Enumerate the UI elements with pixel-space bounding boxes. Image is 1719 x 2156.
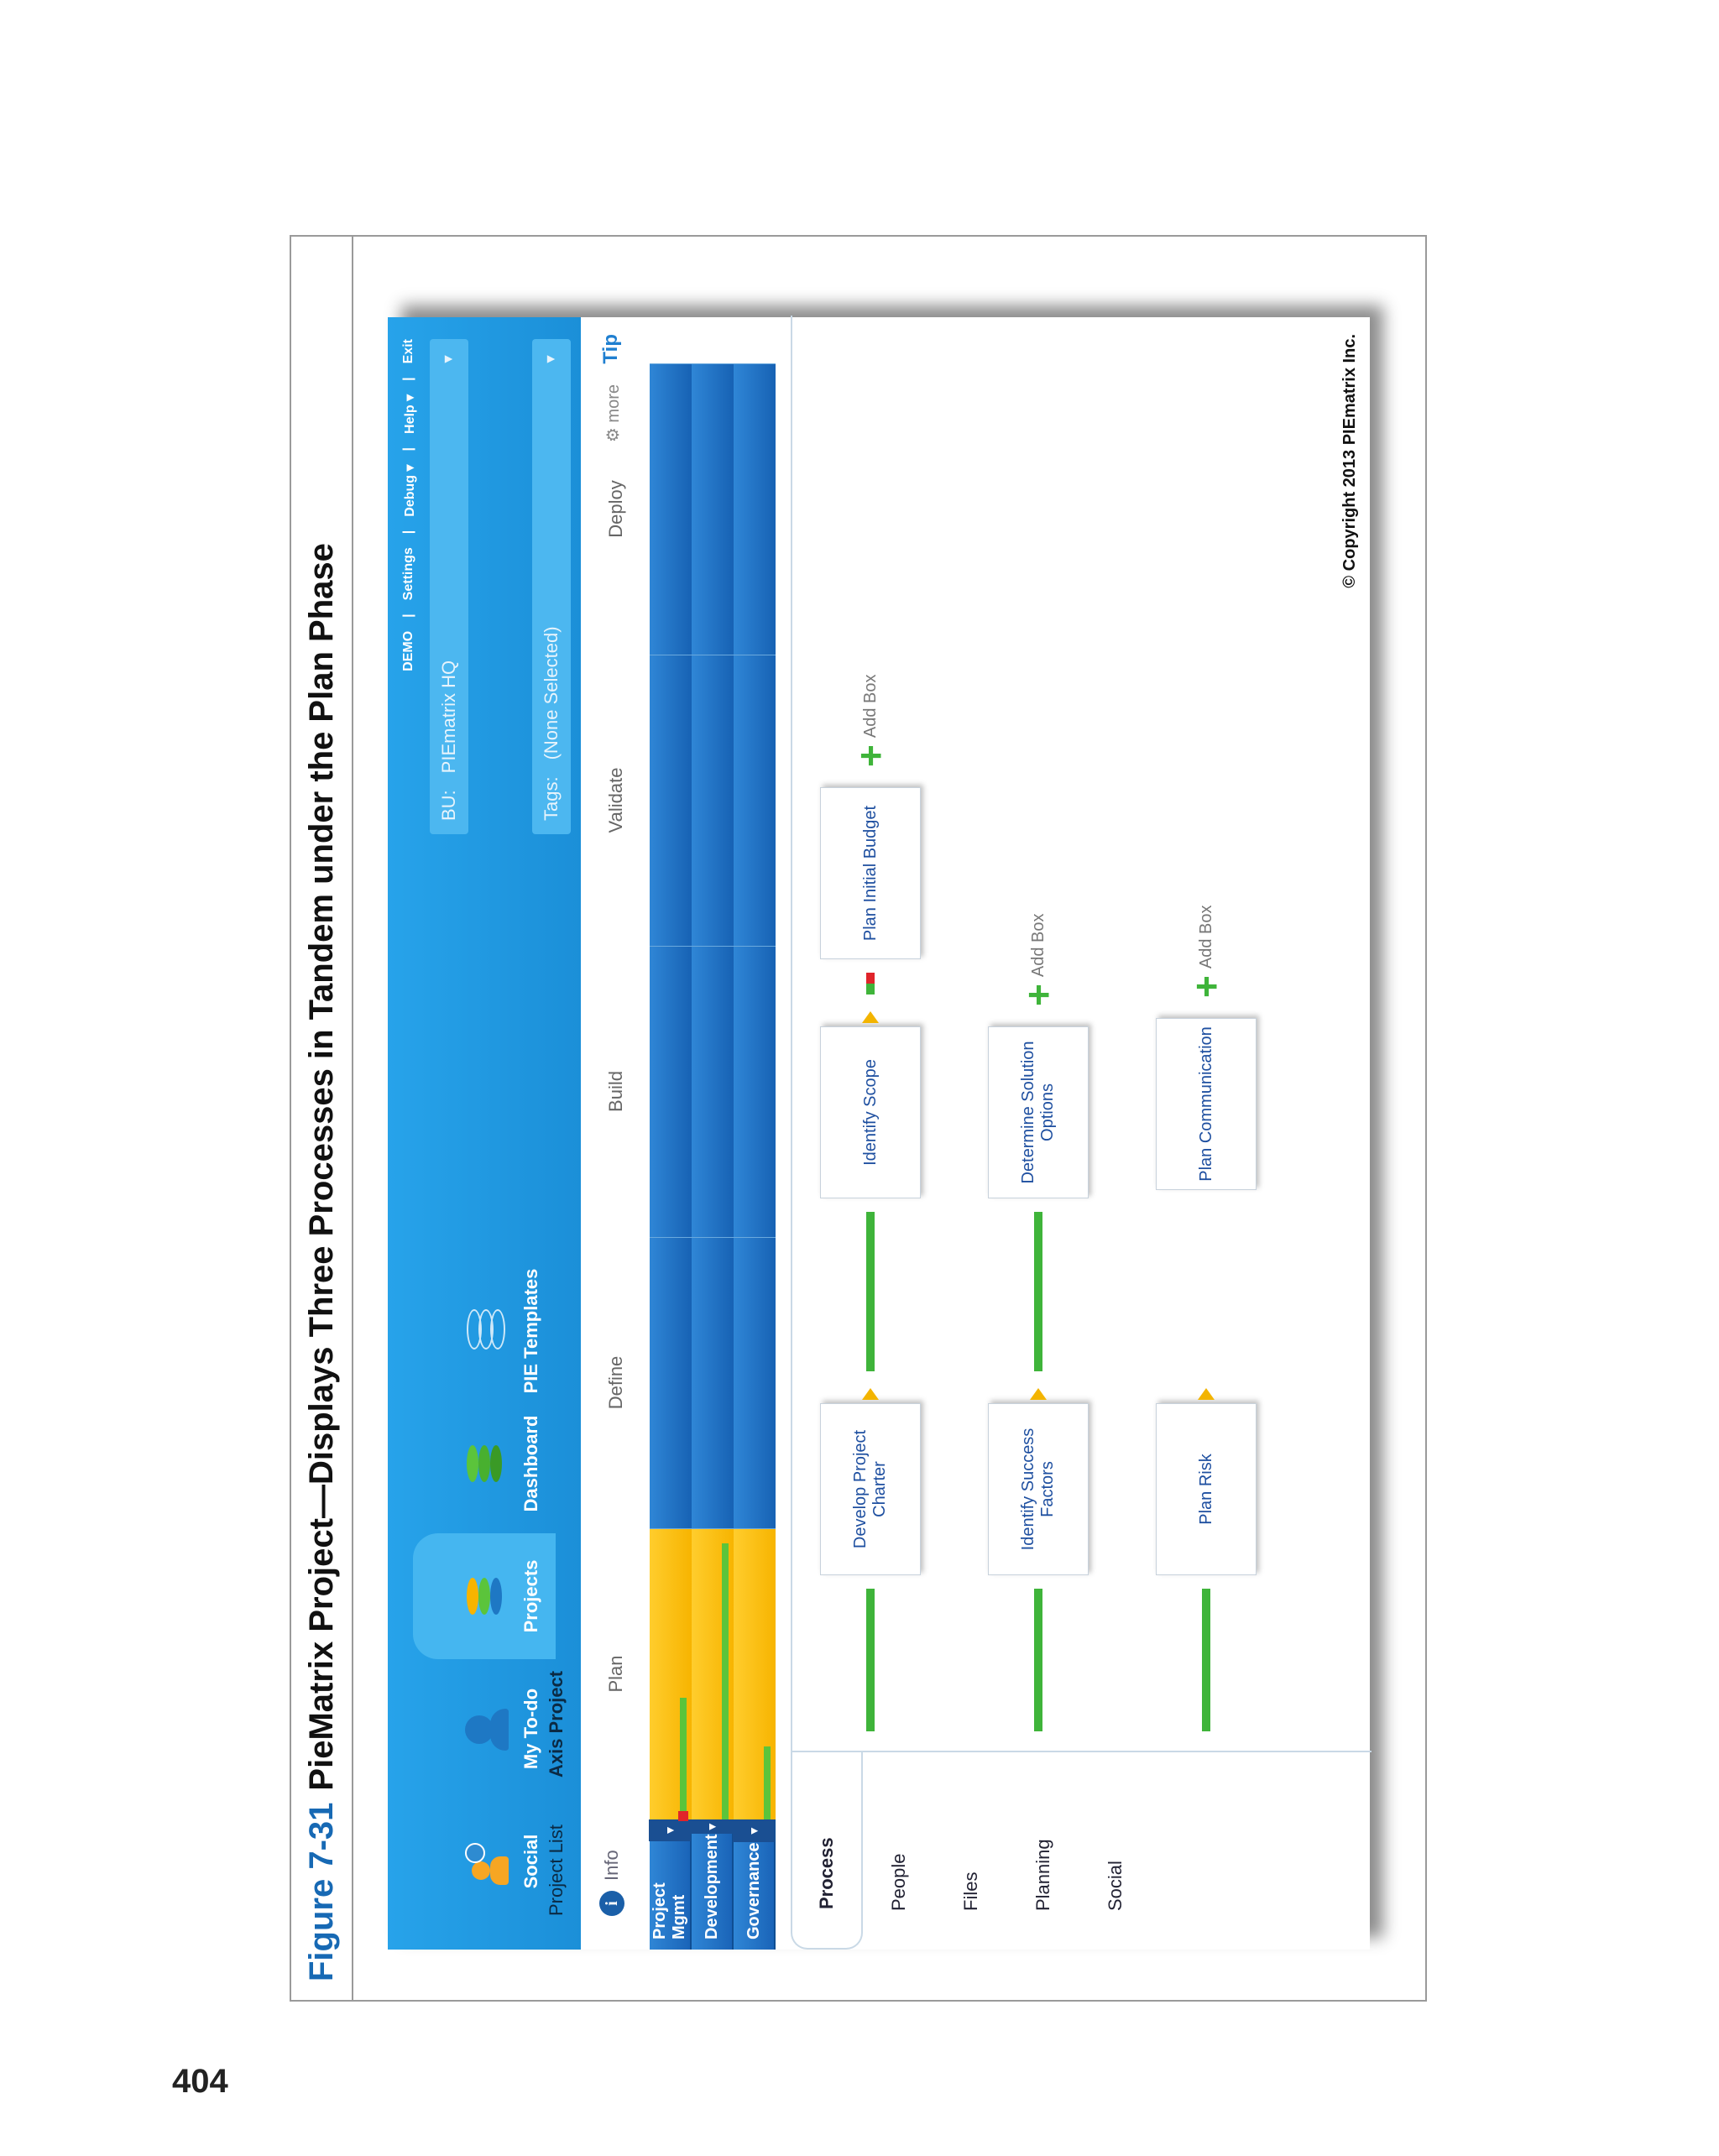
chevron-down-icon[interactable]: ▼ (649, 1819, 691, 1841)
row-progress-bar (1034, 1589, 1042, 1731)
box-identify-scope[interactable]: Identify Scope (820, 1026, 921, 1198)
info-button[interactable] (599, 1850, 624, 1916)
phase-define[interactable]: Define (605, 1355, 626, 1410)
page-number: 404 (172, 2063, 228, 2100)
nav-dashboard[interactable] (413, 1401, 556, 1527)
chevron-down-icon[interactable]: ▼ (691, 1819, 733, 1834)
phase-validate[interactable]: Validate (605, 767, 626, 833)
phase-lane-development (692, 363, 734, 1819)
box-progress-bar (866, 973, 875, 994)
arrow-connector-icon (1030, 1388, 1047, 1400)
phase-lane-project-mgmt (650, 363, 692, 1819)
row-progress-bar (866, 1589, 875, 1731)
arrow-connector-icon (1198, 1388, 1215, 1400)
lane-progress-bar (722, 1543, 729, 1819)
box-progress-bar (1034, 1212, 1042, 1371)
people-icon (460, 1836, 510, 1887)
phase-lane-governance (734, 363, 776, 1819)
plus-icon: + (849, 744, 892, 767)
green-stack-icon (460, 1438, 510, 1489)
add-box-label: Add Box (860, 674, 880, 739)
add-box-button[interactable] (1184, 905, 1228, 998)
outline-stack-icon (460, 1306, 510, 1356)
nav-label: My To-do (520, 1688, 541, 1770)
chevron-down-icon: ▼ (442, 352, 456, 366)
nav-label: Projects (520, 1559, 541, 1633)
chevron-down-icon[interactable]: ▼ (733, 1819, 775, 1842)
deploy-cell[interactable] (734, 363, 776, 655)
tab-social[interactable]: Social (1105, 1861, 1126, 1911)
add-box-label: Add Box (1196, 905, 1215, 969)
tip-link[interactable]: Tip (599, 334, 622, 364)
info-label: Info (601, 1850, 622, 1881)
caption-text: PieMatrix Project—Displays Three Processes in Tandem under the Plan Phase (302, 543, 340, 1791)
add-box-button[interactable] (1016, 913, 1060, 1006)
gear-icon: ⚙ (604, 427, 623, 443)
project-list-link[interactable]: Project List (546, 1825, 567, 1916)
nav-pie-templates[interactable] (413, 1268, 556, 1394)
box-plan-communication[interactable]: Plan Communication (1156, 1018, 1257, 1190)
demo-badge: DEMO (401, 630, 415, 671)
copyright: © Copyright 2013 PIEmatrix Inc. (1340, 334, 1359, 588)
figure (290, 235, 1427, 2002)
figure-panel (290, 235, 1427, 2002)
box-progress-bar (866, 1212, 875, 1371)
plan-cell[interactable] (734, 1528, 776, 1819)
box-identify-success-factors[interactable]: Identify Success Factors (988, 1403, 1089, 1575)
bu-label: BU: (438, 790, 459, 821)
box-determine-solution-options[interactable]: Determine Solution Options (988, 1026, 1089, 1198)
build-cell[interactable] (692, 946, 734, 1237)
deploy-cell[interactable] (650, 363, 692, 655)
tags-value: (None Selected) (541, 626, 562, 760)
define-cell[interactable] (692, 1237, 734, 1528)
box-plan-initial-budget[interactable]: Plan Initial Budget (820, 787, 921, 959)
swimlane-labels (650, 1819, 776, 1950)
process-row-development (975, 914, 1101, 1731)
tab-people[interactable]: People (888, 1853, 909, 1911)
lane-label: Development (702, 1834, 721, 1939)
caption-label: Figure 7-31 (302, 1802, 340, 1981)
tab-planning[interactable]: Planning (1032, 1839, 1053, 1911)
exit-link[interactable]: Exit (401, 339, 415, 364)
define-cell[interactable] (650, 1237, 692, 1528)
chevron-down-icon: ▼ (544, 352, 558, 366)
arrow-connector-icon (862, 1388, 879, 1400)
tab-files[interactable]: Files (960, 1871, 981, 1911)
debug-menu[interactable]: Debug ▾ (403, 464, 417, 517)
plan-cell[interactable] (692, 1528, 734, 1819)
plus-icon: + (1184, 975, 1228, 998)
bu-value: PIEmatrix HQ (438, 660, 459, 774)
lane-progress-bar (680, 1698, 687, 1819)
validate-cell[interactable] (650, 655, 692, 946)
build-cell[interactable] (650, 946, 692, 1237)
define-cell[interactable] (734, 1237, 776, 1528)
nav-projects[interactable] (413, 1533, 556, 1659)
nav-label: Dashboard (520, 1415, 541, 1512)
nav-label: Social (520, 1834, 541, 1889)
phase-headers (594, 363, 638, 1819)
person-icon (460, 1704, 510, 1754)
process-row-project-mgmt (807, 675, 933, 1731)
main-content (581, 317, 1370, 1950)
main-nav (405, 1261, 556, 1924)
top-bar (388, 317, 581, 1950)
arrow-connector-icon (862, 1011, 879, 1023)
more-label: more (604, 384, 623, 423)
add-box-button[interactable] (849, 674, 892, 767)
top-right-menu: DEMO | Settings | Debug ▾ | Help ▾ | Exit (401, 339, 417, 671)
phase-deploy[interactable]: Deploy (605, 480, 626, 538)
tags-label: Tags: (541, 776, 562, 821)
tags-select[interactable] (532, 339, 571, 834)
lane-label: Project Mgmt (651, 1882, 688, 1939)
nav-my-todo[interactable] (413, 1666, 556, 1792)
lane-progress-bar (764, 1747, 771, 1820)
side-tabs (791, 1752, 1152, 1950)
process-row-governance (1143, 906, 1269, 1731)
box-develop-project-charter[interactable]: Develop Project Charter (820, 1403, 921, 1575)
nav-label: PIE Templates (520, 1268, 541, 1394)
alert-marker (678, 1811, 688, 1821)
phase-matrix (594, 363, 762, 1819)
nav-social[interactable] (413, 1798, 556, 1924)
plan-cell[interactable] (650, 1528, 692, 1819)
plus-icon: + (1016, 984, 1060, 1006)
figure-caption (291, 237, 353, 2000)
row-progress-bar (1202, 1589, 1210, 1731)
validate-cell[interactable] (692, 655, 734, 946)
phase-build[interactable]: Build (605, 1071, 626, 1112)
breadcrumb (546, 1671, 567, 1916)
current-project: Axis Project (546, 1670, 567, 1778)
help-menu[interactable]: Help ▾ (403, 394, 417, 434)
add-box-label: Add Box (1028, 913, 1048, 978)
deploy-cell[interactable] (692, 363, 734, 655)
bu-select[interactable] (430, 339, 468, 834)
tab-process[interactable]: Process (791, 1752, 863, 1950)
stack-icon (460, 1571, 510, 1621)
phase-plan[interactable]: Plan (605, 1655, 626, 1693)
settings-link[interactable]: Settings (401, 547, 415, 601)
lane-label: Governance (744, 1842, 763, 1939)
app-window (388, 317, 1370, 1950)
lane-development[interactable] (692, 1819, 734, 1950)
validate-cell[interactable] (734, 655, 776, 946)
build-cell[interactable] (734, 946, 776, 1237)
lane-project-mgmt[interactable] (650, 1819, 692, 1950)
box-plan-risk[interactable]: Plan Risk (1156, 1403, 1257, 1575)
lane-governance[interactable] (734, 1819, 776, 1950)
info-icon: i (599, 1891, 624, 1916)
